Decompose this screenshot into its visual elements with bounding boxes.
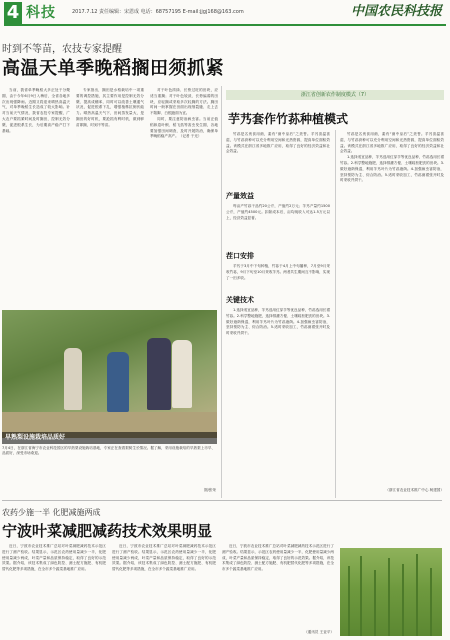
paragraph: 同时，要注意防治病虫害。当前正值稻纵卷叶螟、稻飞虱等害虫发生期，各地要加强田间调查，及时开展防治，确保单季晚稻稳产高产。（记者 于光） <box>150 116 218 139</box>
photo-person <box>172 340 192 408</box>
paragraph: 对于叶色浓绿、长势过旺的田块，应适当重搁；对于叶色较淡、长势偏弱的田块，应轻搁或采取多次轻搁的方法。搁田时间一般掌握在田面出现细裂缝、走上去不陷脚、白根跑面为宜。 <box>150 88 218 116</box>
photo-byline: 图/张荣 <box>204 488 216 492</box>
main-column-1 <box>2 88 70 304</box>
photo-person <box>147 338 171 410</box>
second-kicker: 农药少施一半 化肥减施两成 <box>2 508 101 517</box>
paragraph: 专家指出，搁田是水稻栽培中一项重要的调控措施，其主要作用是控制无效分蘖、提高成穗率，同时可以改善土壤通气状况，促进根系下扎，增强植株抗倒伏能力。晴热高温天气下，田间蒸发量大，是搁田的好时机，要抢抓有利时机，做到够苗即搁，时到不等苗。 <box>76 88 144 127</box>
sidebar-intro <box>226 132 330 184</box>
paragraph: 近日，宁波市农业技术推广总站对叶菜减肥减药技术示范区进行了测产验收。结果显示，示范区农药使用量减少一半，化肥使用量减少两成，叶菜产量和品质保持稳定，取得了良好的示范效果。据介绍，该技术集成了绿色防控、测土配方施肥、有机肥替代化肥等多项措施，在全市多个蔬菜基地推广应用。 <box>112 544 216 572</box>
paragraph: 竹荪是名贵食用菌，素有“菌中皇后”之美誉。芋艿喜温喜湿，与竹荪套种可以充分利用空间和光热资源，提高单位面积效益。该模式在浙江省多地推广应用，取得了良好的经济效益和社会效益。 <box>340 132 444 154</box>
paragraph: 每亩产竹荪干品约20公斤，产值约2万元；芋艿产量约1500公斤，产值约4500元。扣除成本后，亩均纯收入可达1.5万元以上，经济效益显著。 <box>226 204 330 220</box>
photo-caption: 早熟梨设施栽培品质好 <box>2 432 217 444</box>
news-photo <box>2 310 217 438</box>
photo-note: 7月4日，在浙江省海宁市农业科技园区的早熟梨设施栽培基地，专家正在查看梨树生长情况。据了解，采用设施栽培的早熟梨上市早、品质好，深受市场欢迎。 <box>2 446 216 456</box>
subsection-title-yield: 产量效益 <box>226 192 254 200</box>
sidebar-box-title: 浙江省创新农作制度模式（7） <box>226 90 444 100</box>
photo-person <box>107 352 129 412</box>
sidebar-column-2 <box>340 132 444 498</box>
subsection-body-techniques <box>226 308 330 498</box>
second-column-1 <box>2 544 106 636</box>
sidebar-author: （浙江省农业技术推广中心 柯建国） <box>385 488 444 492</box>
masthead-rule <box>4 24 446 26</box>
column-divider <box>221 86 222 498</box>
sidebar-headline: 芋艿套作竹荪种植模式 <box>228 112 349 126</box>
newspaper-logo: 中国农民科技报 <box>350 4 442 19</box>
section-divider <box>2 500 442 501</box>
paragraph: 芋艿于3月中下旬种植，竹荪于4月上中旬播种，7月至9月采收竹荪，9月下旬至10月采收芋艿。两者共生期间互不影响，实现了一田多收。 <box>226 264 330 280</box>
page-number: 4 <box>4 2 22 24</box>
rice-field-photo <box>340 548 442 636</box>
paragraph: 竹荪是名贵食用菌，素有“菌中皇后”之美誉。芋艿喜温喜湿，与竹荪套种可以充分利用空间和光热资源，提高单位面积效益。该模式在浙江省多地推广应用，取得了良好的经济效益和社会效益。 <box>226 132 330 154</box>
main-column-3 <box>150 88 218 304</box>
subsection-title-schedule: 茬口安排 <box>226 252 254 260</box>
subsection-body-yield <box>226 204 330 244</box>
paragraph: 1.选择适宜品种，芋艿选用红芽芋等优良品种，竹荪选用长裙竹荪。2.科学整地施肥，选择排灌方便、土壤疏松肥沃的田块。3.做好遮荫保湿，利用芋艿叶片为竹荪遮荫。4.加强病虫害防治，坚持预防为主、综合防治。5.适时采收加工，竹荪菌裙张开时及时采收并烘干。 <box>340 155 444 183</box>
paragraph: 1.选择适宜品种，芋艿选用红芽芋等优良品种，竹荪选用长裙竹荪。2.科学整地施肥，选择排灌方便、土壤疏松肥沃的田块。3.做好遮荫保湿，利用芋艿叶片为竹荪遮荫。4.加强病虫害防治，坚持预防为主、综合防治。5.适时采收加工，竹荪菌裙张开时及时采收并烘干。 <box>226 308 330 336</box>
second-headline: 宁波叶菜减肥减药技术效果明显 <box>2 522 213 540</box>
paragraph: 近日，宁波市农业技术推广总站对叶菜减肥减药技术示范区进行了测产验收。结果显示，示范区农药使用量减少一半，化肥使用量减少两成，叶菜产量和品质保持稳定，取得了良好的示范效果。据介绍，该技术集成了绿色防控、测土配方施肥、有机肥替代化肥等多项措施，在全市多个蔬菜基地推广应用。 <box>2 544 106 572</box>
second-column-2 <box>112 544 216 636</box>
second-column-3 <box>222 544 334 630</box>
paragraph: 近日，宁波市农业技术推广总站对叶菜减肥减药技术示范区进行了测产验收。结果显示，示范区农药使用量减少一半，化肥使用量减少两成，叶菜产量和品质保持稳定，取得了良好的示范效果。据介绍，该技术集成了绿色防控、测土配方施肥、有机肥替代化肥等多项措施，在全市多个蔬菜基地推广应用。 <box>222 544 334 572</box>
main-headline: 高温天单季晚稻搁田须抓紧 <box>2 58 224 79</box>
section-name: 科技 <box>26 5 56 21</box>
paragraph: 当前，我省单季晚稻大多正处于分蘖期，由于今年6月9日入梅后，全省各地多次出现强降雨。近期又将迎来晴热高温天气，对单季晚稻生长造成了较大影响。针对当前天气情况，我省农技专家提醒，广大农户要抓紧时间及时搁田，控制无效分蘖，促进根系生长，为后期高产稳产打下基础。 <box>2 88 70 133</box>
column-divider <box>335 130 336 498</box>
main-kicker: 时到不等苗，农技专家提醒 <box>2 44 122 55</box>
photo-person <box>64 348 82 410</box>
subsection-body-schedule <box>226 264 330 292</box>
issue-meta: 2017.7.12 责任编辑：宋恩成 电话：68757195 E-mail:jjgj168@163.com <box>72 9 244 15</box>
second-author: （通讯员 王亚平） <box>304 630 334 634</box>
main-column-2 <box>76 88 144 304</box>
subsection-title-techniques: 关键技术 <box>226 296 254 304</box>
